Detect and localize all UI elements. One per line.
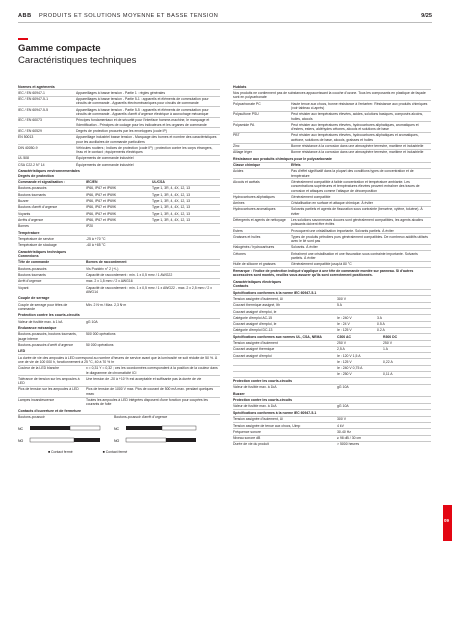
contact-legend <box>18 448 220 454</box>
materials-table <box>233 100 431 155</box>
row-label: Boutons tournants <box>18 192 46 197</box>
row-value: 250 V <box>383 341 392 345</box>
row-label: Valeur de fusible max. à 1kA <box>233 404 277 409</box>
row-value: Haute tenue aux chocs, bonne résistance à l'entartrer. Résistance aux produits chimiques (voir tableau ci-après) <box>291 101 428 110</box>
left-column <box>18 83 220 454</box>
brand-logo: ABB <box>18 13 32 19</box>
table-row <box>18 134 220 145</box>
row-label: Courant assigné d'emploi <box>233 353 272 358</box>
row-value: Ie : 250 V <box>337 372 352 377</box>
row-label: Tension assignée de tenue aux chocs, Uimp <box>233 423 301 428</box>
table-row <box>18 185 220 191</box>
table-row <box>233 193 431 199</box>
row-value: Généralement compatible <box>291 194 331 199</box>
row-value: Capacité de raccordement : min. 1 x 0,5 mm² / 1 AWG22 <box>86 272 173 277</box>
right-column <box>233 83 431 447</box>
table-row <box>18 397 220 408</box>
row-value: gG 10A <box>337 404 349 409</box>
chem-header-row: Classe chimique Effets <box>233 162 431 168</box>
table-row <box>18 161 220 167</box>
row-value: Type 1, 3R, 4, 4X, 12, 13 <box>152 198 191 203</box>
table-row <box>18 318 220 324</box>
row-value: 50 000 opérations <box>86 342 114 347</box>
row-value: Type 1, 3R, 4, 4X, 12, 13 <box>152 192 191 197</box>
row-value: IP66, IP67 et IP69K <box>86 211 117 216</box>
led-description: La durée de vie des ampoules à LED correspond au nombre d'heures de service avant que la luminosité ne soit réduite de 50 %. À une de vie de 100 000 h, fonctionnement à 25 °C, 40 à 70 % hr <box>18 354 220 365</box>
pushbutton-contact-diagram <box>18 422 106 448</box>
row-label: IEC / EN 60947-1 <box>18 90 45 95</box>
table-row <box>233 250 431 261</box>
row-value: Pics de tension de 1000 V max. Pics de courant de 500 mA max. pendant quelques msec <box>86 387 214 396</box>
chem-note: Remarque : l'indice de protection indiqué s'applique à une tête de commande montée sur panneau. Si d'autres accessoires sont montés, veuillez vous assurer qu'ils sont correctement positionnés. <box>233 267 431 278</box>
row-label: Cétones <box>233 251 246 256</box>
row-label: Alliage léger <box>233 150 252 155</box>
row-value: Ie : 24 V <box>337 322 350 327</box>
row-label: IEC / EN 60529 <box>18 128 42 133</box>
row-label: Couple de serrage pour têtes de commande <box>18 302 68 311</box>
table-row <box>233 206 431 217</box>
table-row <box>233 233 431 244</box>
row-value: Véhicules routiers ; Indices de protection (code IP) ; protection contre les corps étrangers, l'eau et le contact ; équipements électriques <box>76 145 213 155</box>
row-value: 250 V <box>337 341 346 345</box>
table-row <box>233 178 431 193</box>
row-label: Catégorie d'emploi DC-13 <box>233 328 273 333</box>
row-value: Ie : 120 V 1,5 A <box>337 353 361 358</box>
row-value: Appareillage industriel basse tension - Marquage des bornes et nombre des caractéristiques pour les auxiliaires de commande particuliers <box>76 135 217 144</box>
nc-closed-bar <box>30 426 70 430</box>
table-row <box>233 227 431 233</box>
row-label: IEC / EN 60947-5-5 <box>18 107 48 112</box>
table-row <box>18 127 220 133</box>
led-table <box>18 365 220 407</box>
table-row <box>18 191 220 197</box>
row-label: Polyamide PA <box>233 122 255 127</box>
row-value: IP66, IP67 et IP69K <box>86 198 117 203</box>
table-row <box>233 358 431 364</box>
row-value: Équipements de commande industriel <box>76 162 134 167</box>
row-value: 0,11 A <box>383 372 393 377</box>
accent-bar <box>18 38 28 40</box>
row-value: Pas d'effet significatif dans la plupart des conditions types de concentration et de température <box>291 169 414 178</box>
table-row <box>18 204 220 210</box>
row-value: Type 1, 3R, 4, 4X, 12, 13 <box>152 205 191 210</box>
row-label: UL 508 <box>18 156 29 161</box>
temperature-heading: Température <box>18 230 40 235</box>
table-row <box>18 117 220 128</box>
row-label: DIN 40050-9 <box>18 145 38 150</box>
table-row <box>233 261 431 267</box>
row-label: Courant assigné thermique <box>233 347 275 352</box>
row-label: Valeur de fusible max. à 1kA <box>233 385 277 390</box>
row-value: 3 A <box>377 315 382 320</box>
table-row <box>233 244 431 250</box>
row-value <box>383 354 431 358</box>
no-open-bar <box>126 438 166 442</box>
contacts-heading: Contacts d'ouverture et de fermeture <box>18 408 81 413</box>
table-row <box>233 441 431 447</box>
row-value: gG 10A <box>337 385 349 390</box>
row-value: 2,5 A <box>337 347 345 352</box>
table-row <box>233 111 431 122</box>
table-row <box>18 242 220 248</box>
row-value <box>152 224 220 228</box>
row-label: Alcools et acétals <box>233 179 260 184</box>
row-label: Polysulfone PSU <box>233 112 259 117</box>
row-label: Hydrocarbures aliphatiques <box>233 194 275 199</box>
spec3-heading: Spécifications conformes à la norme IEC 60947-5-1 <box>233 409 431 415</box>
spec1-heading: Spécifications conformes à la norme IEC 60947-5-1 <box>233 289 431 295</box>
row-value: Peut résister aux températures élevées, hydrocarbures aliphatiques, aromatiques et d'esters, esters, aldéhydes cétones, alcools et solutions de base <box>291 122 419 132</box>
page-number: 9/25 <box>421 13 432 19</box>
row-label: Halogénés / hydrocarbures <box>233 245 275 250</box>
table-row <box>18 265 220 271</box>
row-value: IP66, IP67 et IP69K <box>86 186 117 191</box>
row-label: Courant thermique assigné, Ith <box>233 303 281 308</box>
materials-heading: Hublots <box>233 84 247 89</box>
row-label: Boutons-poussoirs <box>18 186 47 191</box>
environment-heading: Caractéristiques environnementales <box>18 169 80 174</box>
row-value: 1 A <box>383 347 388 352</box>
row-value: Peut résister aux températures élevées, hydrocarbures aliphatiques et aromatiques, acétone, solutions de base, alcools, graisses et huiles <box>291 133 419 142</box>
nc-closed-bar <box>126 426 162 430</box>
table-row <box>233 321 431 327</box>
row-label: Catégorie d'emploi AC-15 <box>233 315 273 320</box>
table-row <box>233 121 431 132</box>
row-value: Entraînent une cristallisation et une fissuration sous contrainte importante. Solvants partiels. À éviter <box>291 251 418 261</box>
chem-heading: Résistance aux produits chimiques pour le polycarbonate <box>233 156 332 161</box>
row-label: Boutons-poussoirs, boutons tournants, jauge interne <box>18 332 77 341</box>
normes-heading: Normes et agréments <box>18 84 55 89</box>
row-value: Vis Pozidriv n° 2 (+/-) <box>86 266 119 271</box>
row-label: Bornes <box>18 224 29 229</box>
buzzer-heading: Buzzer <box>233 391 245 396</box>
no-closed-bar <box>166 438 196 442</box>
row-value: Principes fondamentaux et de sécurité pour l'interface homme-machine, le marquage et l'identification - Principes de codage pour les indicateurs et les organes de commande <box>76 118 210 127</box>
contacts-header-row: Boutons-poussoir Boutons-poussoir d'arrêt d'urgence <box>18 414 220 420</box>
table-row <box>18 96 220 107</box>
table-row <box>233 416 431 422</box>
row-label: Tolérance de tension sur les ampoules à LED <box>18 376 80 386</box>
row-value: IP66, IP67 et IP69K <box>86 217 117 222</box>
row-value: ≥ 98 dB / 30 cm <box>337 436 362 441</box>
row-value: Les solutions savonneuses douces sont généralement compatibles, les agents alcalins puissants doivent être évités <box>291 218 424 227</box>
row-label <box>233 366 337 370</box>
row-value: 5 A <box>337 303 342 308</box>
spec1-table <box>233 295 431 333</box>
table-row <box>18 284 220 295</box>
temperature-table <box>18 235 220 248</box>
row-value: Provoquent une cristallisation importante. Solvants partiels. À éviter <box>291 228 394 233</box>
table-row <box>233 143 431 149</box>
cc2-table <box>233 403 431 409</box>
row-value: Type 1, 3R, 4, 4X, 12, 13 <box>152 217 191 222</box>
table-row <box>233 200 431 206</box>
row-label: Tension assignée d'isolement <box>233 341 278 345</box>
page-title: Gamme compacte <box>18 43 101 54</box>
chem-table <box>233 168 431 267</box>
cc2-heading: Protection contre les courts-circuits <box>233 396 431 402</box>
spec2-table <box>233 340 431 378</box>
legend-closed-2: ■ Contact fermé <box>102 449 128 454</box>
row-value: 0.2 A <box>377 328 385 333</box>
row-value: Équipements de commande industriel <box>76 156 134 161</box>
electrical-heading: Caractéristiques électriques <box>233 279 282 284</box>
table-row <box>18 386 220 397</box>
table-row <box>18 216 220 222</box>
spec3-table <box>233 416 431 447</box>
row-value: 500 000 opérations <box>86 332 116 337</box>
table-row <box>18 89 220 95</box>
connexions-header-row: Tête de commande Bornes de raccordement <box>18 259 220 265</box>
protection-table <box>18 185 220 229</box>
short-circuit-heading: Protection contre les courts-circuits <box>18 313 80 318</box>
table-row <box>18 106 220 117</box>
row-value: Min. 2 N·m / Max. 2,3 N·m <box>86 302 127 307</box>
table-row <box>18 301 220 312</box>
row-value: Capacité de raccordement : min. 1 x 0,5 mm² / 1 x AWG22 - max. 2 x 2,5 mm² / 2 x AWG14 <box>86 285 212 294</box>
spec2-header-row: Spécifications conformes aux normes UL, CSA, NEMA C300 AC R300 DC <box>233 333 431 339</box>
table-row <box>18 235 220 241</box>
table-row <box>233 435 431 441</box>
table-row <box>18 278 220 284</box>
table-row <box>233 149 431 155</box>
table-row <box>233 100 431 111</box>
no-label: NO <box>18 438 24 443</box>
row-label: Fréquence sonore <box>233 429 261 434</box>
cc1-table <box>233 384 431 390</box>
row-label: Pics de tension sur les ampoules à LED <box>18 387 79 392</box>
torque-heading: Couple de serrage <box>18 296 50 301</box>
page-header <box>0 0 452 34</box>
chapter-tab: 09 <box>443 505 452 541</box>
table-row <box>18 331 220 342</box>
row-label: Voyants <box>18 211 31 216</box>
table-row <box>18 341 220 347</box>
table-row <box>233 314 431 320</box>
contacts-heading-right: Contacts <box>233 284 249 289</box>
row-value: -40 à +85 °C <box>86 243 106 248</box>
row-label: Courant assigné d'emploi, Ie <box>233 309 277 314</box>
table-row <box>18 223 220 229</box>
row-value: IP66, IP67 et IP69K <box>86 205 117 210</box>
row-label <box>233 360 337 364</box>
row-value: max. 2 x 1,5 mm² / 2 x AWG16 <box>86 279 133 284</box>
row-value: Bonne résistance à la corrosion dans une atmosphère terrestre, maritime et industrielle <box>291 150 424 155</box>
row-label: Tension assignée d'isolement, Ui <box>233 296 283 301</box>
row-value: IP20 <box>86 224 94 229</box>
row-label <box>233 372 337 376</box>
connexions-table <box>18 265 220 294</box>
table-row <box>233 168 431 179</box>
estop-contact-diagram <box>114 422 202 448</box>
row-label: Arrêts d'urgence <box>18 217 44 222</box>
row-value: 0.5 A <box>377 322 385 327</box>
led-heading: LED <box>18 349 26 354</box>
row-value: Ie : 125 V <box>337 328 352 333</box>
header-rule <box>18 22 432 23</box>
table-row <box>233 217 431 228</box>
contact-diagrams <box>18 420 220 448</box>
row-value: 30-40 Hz <box>337 429 351 434</box>
table-row <box>18 271 220 277</box>
table-row <box>18 144 220 155</box>
normes-list <box>18 89 220 167</box>
row-label: Courant assigné d'emploi, Ie <box>233 322 277 327</box>
no-closed-bar <box>74 438 100 442</box>
table-row <box>233 352 431 358</box>
connexions-heading: Connexions <box>18 254 39 259</box>
table-row <box>233 340 431 346</box>
row-label: Boutons-poussoirs <box>18 266 47 271</box>
row-value: Degrés de protection procurés par les enveloppes (code IP) <box>76 128 167 133</box>
row-value: Solvants. À éviter <box>291 245 318 250</box>
row-value: Type 1, 3R, 4, 4X, 12, 13 <box>152 211 191 216</box>
row-label: Buzzer <box>18 198 29 203</box>
table-row <box>233 132 431 143</box>
row-label: Lampes incandescence <box>18 398 55 403</box>
row-label: Température de service <box>18 236 54 241</box>
row-label: Acides <box>233 169 244 174</box>
row-value: Solvants partiels et agents de fissuration sous contrainte (benzène, xylène, toluène). À éviter <box>291 207 423 216</box>
row-value: Ie : 240 V 0,75 A <box>337 366 363 371</box>
row-value: -25 à +70 °C <box>86 236 106 241</box>
row-value: Une tension de -20 à +10 % est acceptable et suffisante pas la durée de vie <box>86 376 202 381</box>
torque-table <box>18 301 220 312</box>
row-value: Appareillages à basse tension - Partie 5-5 : appareils et éléments de commutation pour circuits de commande - Appareils d'arrêt d'urgence électrique à accrochage mécanique <box>76 107 209 117</box>
row-label: EN 50013 <box>18 135 34 140</box>
row-value: Appareillages à basse tension - Partie 5-1 : appareils et éléments de commutation pour circuits de commande - Appareils électromécaniques pour circuits de commande <box>76 97 209 106</box>
row-label: Détergents et agents de nettoyage <box>233 218 286 222</box>
row-label: Boutons-poussoirs d'arrêt d'urgence <box>18 342 74 347</box>
nc-open-bar <box>70 426 100 430</box>
row-value: 0,22 A <box>383 359 393 364</box>
row-label: Esters <box>233 228 243 233</box>
row-label: IEC / EN 60073 <box>18 118 42 123</box>
page-subtitle: Caractéristiques techniques <box>18 55 137 66</box>
row-label: IEC / EN 60947-5-1 <box>18 97 48 102</box>
row-label: CSA C22.2 N° 14 <box>18 162 45 167</box>
table-row <box>233 422 431 428</box>
row-value: 4 kV <box>337 423 344 428</box>
row-label: Boutons tournants <box>18 272 46 277</box>
nc-open-bar <box>162 426 196 430</box>
row-value: Cristallisation en surface et attaque chimique. À éviter <box>291 201 373 206</box>
table-row <box>18 210 220 216</box>
table-row <box>233 384 431 390</box>
row-label: Amines <box>233 201 245 206</box>
nc-label: NC <box>114 426 120 431</box>
row-value: 300 V <box>337 296 346 301</box>
row-value: > 5000 heures <box>337 442 360 447</box>
table-row <box>18 155 220 161</box>
row-value: Généralement compatible jusqu'à 80 °C <box>291 262 352 267</box>
row-value: Toutes les ampoules à LED intégrées disposent d'une fonction pour coupées les courants de fuite <box>86 398 208 407</box>
row-value: gG 10A <box>86 319 98 324</box>
protection-header-row: Commande et signalisation : IEC/EN UL/CSA <box>18 179 220 185</box>
row-label: Arrêt d'urgence <box>18 279 42 284</box>
table-row <box>18 365 220 376</box>
row-value: Appareillages à basse tension - Partie 1 : règles générales <box>76 90 166 95</box>
row-label: Hydrocarbures aromatiques <box>233 207 276 212</box>
legend-closed: ■ Contact fermé <box>48 449 73 454</box>
row-value: Généralement compatible à faible concentration et température ambiante. Les concentrations supérieures et températures élevées peuvent entraîner des traces de corrosion et attaques comme l'attaque de décomposition <box>291 179 420 193</box>
protection-heading: Degrés de protection <box>18 173 54 178</box>
table-row <box>233 428 431 434</box>
row-value: Peut résister aux températures élevées, acides, solutions basiques, composés alcoins, huiles, alcools <box>291 112 424 121</box>
technical-heading: Caractéristiques techniques <box>18 249 67 254</box>
cc1-heading: Protection contre les courts-circuits <box>233 377 431 383</box>
row-value <box>383 366 431 370</box>
table-row <box>233 346 431 352</box>
row-label: PBT <box>233 133 240 138</box>
endurance-heading: Endurance mécanique <box>18 326 57 331</box>
materials-note: Nos produits ne contiennent pas de substances appauvrissant la couche d'ozone. Tous les composants en plastique de façade sont en polycarbonate <box>233 89 431 100</box>
row-label: Zinc <box>233 144 240 149</box>
table-row <box>18 375 220 386</box>
row-value: Type 1, 3R, 4, 4X, 12, 13 <box>152 186 191 191</box>
row-label: Couleur de la LED blanche <box>18 366 60 371</box>
row-value: Ie : 125 V <box>337 359 352 364</box>
nc-label: NC <box>18 426 24 431</box>
endurance-table <box>18 331 220 348</box>
row-value: Ie : 240 V <box>337 315 352 320</box>
row-label: Graisses et huiles <box>233 234 261 239</box>
row-label: Boutons d'arrêt d'urgence <box>18 205 58 210</box>
row-value: Bonne résistance à la corrosion dans une atmosphère terrestre, maritime et industrielle <box>291 144 424 149</box>
row-label: Tension assignée d'isolement, Ui <box>233 417 283 422</box>
row-label: Température de stockage <box>18 243 57 248</box>
row-label: Polycarbonate PC <box>233 101 261 106</box>
row-label: Voyant <box>18 285 29 290</box>
table-row <box>233 371 431 377</box>
row-label: Valeur de fusible max. à 1 kA <box>18 319 63 324</box>
table-row <box>233 403 431 409</box>
table-row <box>233 365 431 371</box>
row-label: Huile de silicone et graisses <box>233 262 276 267</box>
row-label: Niveau sonore dB <box>233 436 261 441</box>
row-value: x = 0,31 Y = 0,32 ; ces les coordonnées correspondent à la position de la couleur dans le diagramme de chromaticité ICI <box>86 366 218 375</box>
no-label: NO <box>114 438 120 443</box>
short-circuit-table <box>18 318 220 324</box>
row-value: 300 V <box>337 417 346 422</box>
row-value: IP66, IP67 et IP69K <box>86 192 117 197</box>
row-value: Types de produits pétroliers purs généralement compatibles. De nombreux additifs utilisés avec le lié sont pas <box>291 234 428 244</box>
row-label: Durée de vie du produit <box>233 442 269 447</box>
section-title: PRODUITS ET SOLUTIONS MOYENNE ET BASSE TENSION <box>39 13 219 19</box>
no-open-bar <box>30 438 74 442</box>
table-row <box>18 197 220 203</box>
table-row <box>233 327 431 333</box>
row-value <box>337 310 377 314</box>
